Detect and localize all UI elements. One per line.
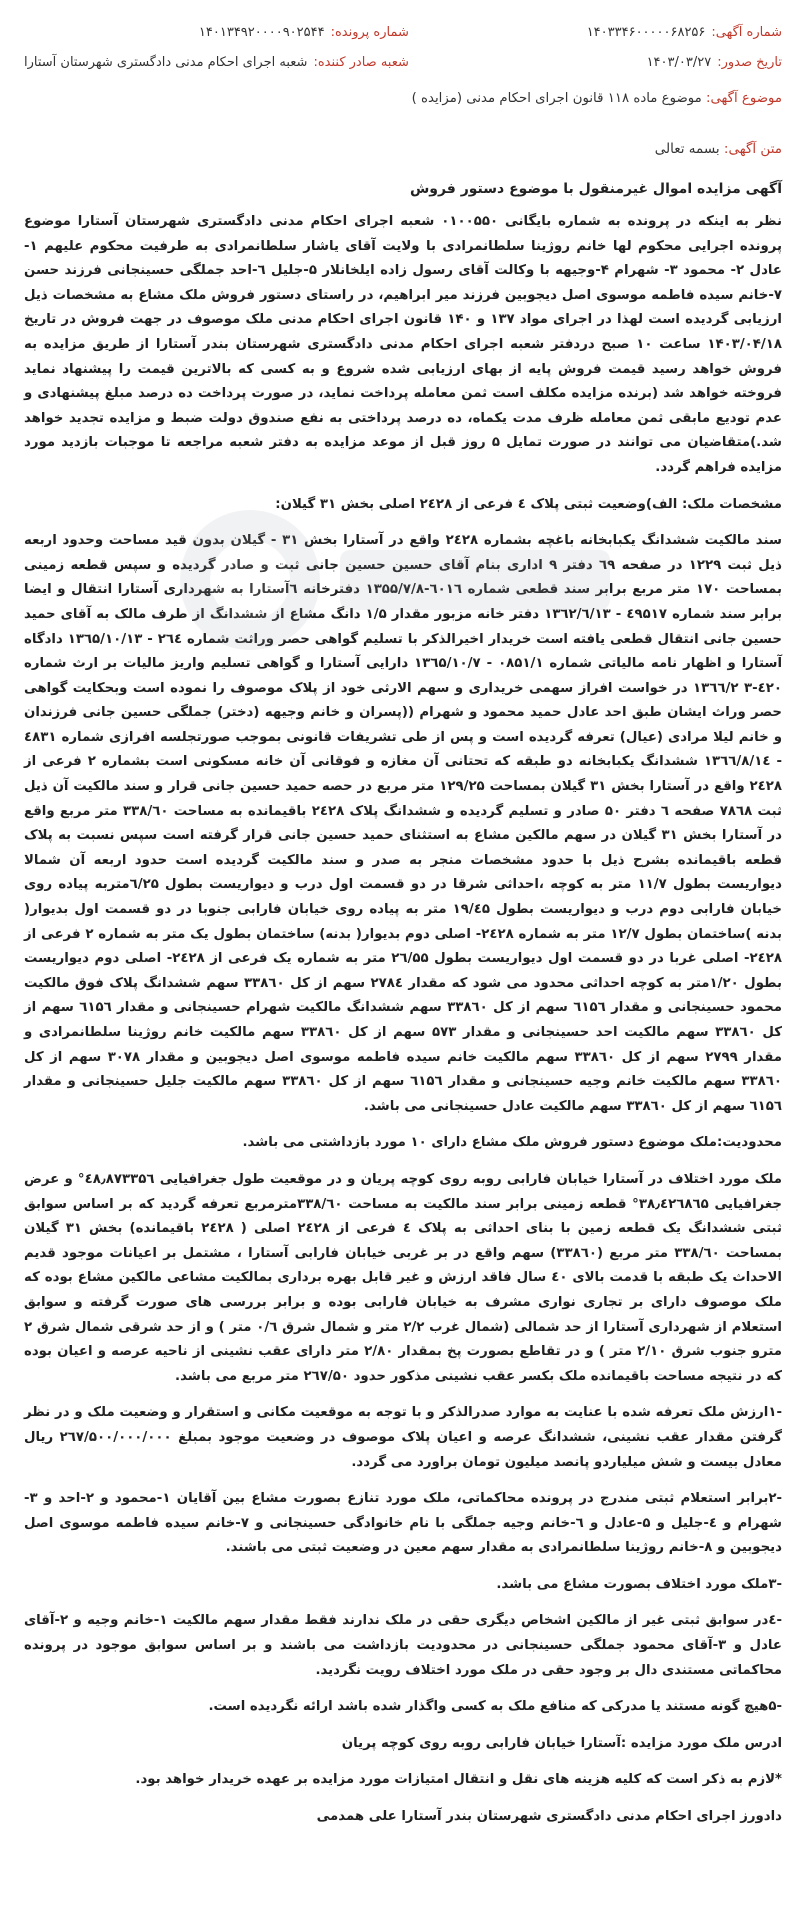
list-item: -٤در سوابق ثبتی غیر از مالکین اشخاص دیگری حقی در ملک ندارند فقط مقدار سهم مالکیت ۱-خانم وجیه و ۲-آقای عادل و ۳-آقای محمود جملگی حسینجانی در محدودیت بازداشت می باشند و بر اساس سوابق موجود در پرونده محاکماتی مستندی دال بر وجود حقی در ملک مورد اختلاف رویت نگردید. xyxy=(24,1613,782,1678)
subject-value: موضوع ماده ۱۱۸ قانون اجرای احکام مدنی (مزایده ) xyxy=(411,91,702,106)
subject-line xyxy=(24,88,782,110)
list-item: -۳ملک مورد اختلاف بصورت مشاع می باشد. xyxy=(496,1576,782,1592)
issue-date-label: تاریخ صدور: xyxy=(717,55,782,70)
list-item: دادورز اجرای احکام مدنی دادگستری شهرستان بندر آستارا علی همدمی xyxy=(316,1809,782,1825)
ad-number-label: شماره آگهی: xyxy=(711,25,782,40)
description-paragraph: ملک مورد اختلاف در آستارا خیابان فارابی روبه روی کوچه پریان و در موقعیت طول جغرافیایی ٤۸٫۸۷۳۳۵٦° و عرض جغرافیایی ۳۸٫٤۲٦۸٦۵° قطعه زمینی برابر سند مالکیت به مساحت ۳۳۸/٦۰مترمربع تعرفه گردید که بر اساس سوابق ثبتی ششدانگ یک قطعه زمین با بنای احداثی به پلاک ٤ فرعی از ۲٤۲۸ اصلی ( ۲٤۲۸ باقیمانده) بخش ۳۱ گیلان بمساحت ۳۳۸/٦۰ متر مربع (۳۳۸٦۰) سهم واقع در بر غربی خیابان فارابی آستارا ، مشتمل بر اعیانات موجود قدیم الاحداث یک طبقه با قدمت بالای ٤۰ سال فاقد ارزش و غیر قابل بهره برداری بمالکیت مشاعی مالکین مشاع بوده که ملک موصوف دارای بر تجاری نواری مشرف به خیابان فارابی بوده و برابر بررسی های صورت گرفته و سوابق استعلام از شهرداری آستارا از حد شمالی (شمال غرب ۲/۲ متر و شمال شرق ۰/٦ متر ) و از حد شرقی شمال شرق ۲ مترو جنوب شرق ۲/۱۰ متر ) و در تقاطع بصورت پخ بمقدار ۲/۸۰ متر دارای عقب نشینی از ناحیه عرصه و اعیان بوده که در نتیجه مساحت باقیمانده ملک بکسر عقب نشینی مذکور حدود ۲٦۷/۵۰ متر مربع می باشد. xyxy=(24,1171,782,1384)
header-left-column xyxy=(24,22,409,74)
header-meta xyxy=(24,22,782,74)
issuer-value: شعبه اجرای احکام مدنی دادگستری شهرستان آستارا xyxy=(24,55,308,70)
issuer-label: شعبه صادر کننده: xyxy=(313,55,409,70)
issue-date xyxy=(587,52,782,74)
list-item: ادرس ملک مورد مزایده :آستارا خیابان فارابی روبه روی کوچه پریان xyxy=(341,1735,782,1751)
case-number-value: ۱۴۰۱۳۴۹۲۰۰۰۰۹۰۲۵۴۴ xyxy=(198,25,325,40)
issuer xyxy=(24,52,409,74)
ad-number-value: ۱۴۰۳۳۴۶۰۰۰۰۰۶۸۲۵۶ xyxy=(586,25,706,40)
header-right-column xyxy=(587,22,782,74)
list-item: -۵هیچ گونه مستند یا مدرکی که منافع ملک به کسی واگذار شده باشد ارائه نگردیده است. xyxy=(208,1699,782,1715)
intro-paragraph: نظر به اینکه در پرونده به شماره بایگانی ۰۱۰۰۵۵۰ شعبه اجرای احکام مدنی دادگستری شهرستان آستارا موضوع پرونده اجرایی محکوم لها خانم روژینا سلطانمرادی با ولایت آقای یاشار سلطانمرادی به طرفیت محکوم علیهم ۱-عادل ۲- محمود ۳- شهرام ۴-وجیهه با وکالت آقای رسول زاده ایلخانلار ۵-جلیل ٦-احد جملگی حسینجانی فرزند حسن ۷-خانم سیده فاطمه موسوی اصل دیجوبین فرزند میر ابراهیم، در راستای دستور فروش ملک مشاع به مشخصات ذیل ارزیابی گردیده است لهذا در اجرای مواد ۱۳۷ و ۱۴۰ قانون اجرای احکام مدنی ملک موصوف در جهت فروش در تاریخ ۱۴۰۳/۰۴/۱۸ ساعت ۱۰ صبح دردفتر شعبه اجرای احکام مدنی دادگستری شهرستان بندر آستارا از طریق مزایده به فروش خواهد رسید قیمت فروش پایه از بهای ارزیابی شده شروع و به کسی که بالاترین قیمت را پیشنهاد نماید فروخته خواهد شد (برنده مزایده مکلف است ثمن معامله پرداخت نماید، در صورت پرداخت ده درصد مبلغ پیشنهادی و عدم تودیع مابقی ثمن معامله ظرف مدت یکماه، ده درصد پرداختی به نفع صندوق دولت ضبط و مزایده تجدید خواهد شد.)متقاضیان می توانند در صورت تمایل ۵ روز قبل از موعد مزایده به دفتر شعبه مراجعه تا موجبات بازدید مورد مزایده فراهم گردد. xyxy=(24,214,783,475)
spec-heading: مشخصات ملک: الف)وضعیت ثبتی پلاک ٤ فرعی از ۲٤۲۸ اصلی بخش ۳۱ گیلان: xyxy=(275,496,782,512)
case-number xyxy=(199,22,409,44)
ad-number xyxy=(587,22,782,44)
body-label-line xyxy=(24,138,782,160)
body-label: متن آگهی: xyxy=(723,141,782,157)
list-item: *لازم به ذکر است که کلیه هزینه های نقل و انتقال امتیازات مورد مزایده بر عهده خریدار خواهد بود. xyxy=(135,1772,782,1788)
issue-date-value: ۱۴۰۳/۰۳/۲۷ xyxy=(646,55,712,70)
notice-heading: آگهی مزایده اموال غیرمنقول با موضوع دستور فروش xyxy=(409,181,782,197)
body-value: بسمه تعالی xyxy=(654,141,720,157)
list-item: -۱ارزش ملک تعرفه شده با عنایت به موارد صدرالذکر و با توجه به موقعیت مکانی و استقرار و وضعیت ملک و در نظر گرفتن مقدار عقب نشینی، ششدانگ عرصه و اعیان پلاک موصوف در وضعیت موجود بمبلغ ۲٦۷/۵۰۰/۰۰۰/۰۰۰ ریال معادل بیست و شش میلیاردو پانصد میلیون تومان براورد می گردد. xyxy=(24,1405,782,1470)
registry-paragraph: سند مالکیت ششدانگ یکبابخانه باغچه بشماره ۲٤۲۸ واقع در آستارا بخش ۳۱ - گیلان بدون قید مساحت وحدود اربعه ذیل ثبت ۱۲۲۹ در صفحه ٦۹ دفتر ۹ اداری بنام آقای حسین حسین جانی ثبت و صادر گردیده و سپس قطعه زمینی بمساحت ۱۷۰ متر مربع برابر سند قطعی شماره ٦۰۱٦-۱۳۵۵/۷/۸ دفترخانه ٦آستارا به شهرداری آستارا انتقال و ایضا برابر سند شماره ٤۹۵۱۷ - ۱۳٦۲/٦/۱۳ دفتر خانه مزبور مقدار ۱/۵ دانگ مشاع از ششدانگ از طرف مالک به آقای حمید حسین جانی انتقال قطعی یافته است خریدار اخیرالذکر با تسلیم گواهی حصر وراثت شماره ۲٦٤ - ۱۳٦۵/۱۰/۱۳ دادگاه آستارا و اظهار نامه مالیاتی شماره ۰۸۵۱/۱ - ۱۳٦۵/۱۰/۷ دارایی آستارا و گواهی تسلیم واریز مالیات بر ارث شماره ٤۲۰-۳ ۱۳٦٦/۲ در خواست افراز سهمی خریداری و سهم الارثی خود از پلاک موصوف را نموده است وبحکایت گواهی حصر وراث ایشان طبق احد عادل حمید محمود و شهرام ((پسران و خانم وجیهه (دختر) جملگی حسین جانی فرزندان و خانم لیلا مرادی (عیال) تعرفه گردیده است و پس از طی تشریفات قانونی بموجب صورتجلسه افرازی شماره ٤۸۳۱ - ۱۳٦٦/۸/۱٤ ششدانگ یکبابخانه دو طبقه که تحتانی آن مغازه و فوقانی آن خانه مسکونی است بشماره ۲ فرعی از ۲٤۲۸ واقع در آستارا بخش ۳۱ گیلان بمساحت ۱۲۹/۲۵ متر مربع در حصه حمید حسین جانی قرار و سند مالکیت آن ذیل ثبت ۷۸٦۸ صفحه ٦ دفتر ۵۰ صادر و تسلیم گردیده و ششدانگ پلاک ۲٤۲۸ باقیمانده به مساحت ۳۳۸/٦۰ متر مربع واقع در آستارا بخش ۳۱ گیلان در سهم مالکین مشاع به استثنای حمید حسین جانی قرار گرفته است سپس نسبت به پلاک قطعه باقیمانده بشرح ذیل با حدود مشخصات منجر به صدر و سند مالکیت گردیده است حدود اربعه آن شمالا دیواریست بطول ۱۱/۷ متر به کوچه ،احداثی شرقا در دو قسمت اول درب و دیواریست بطول ٦/۲۵متربه پیاده روی خیابان فارابی دوم درب و دیواریست بطول ۱۹/٤۵ متر به پیاده روی خیابان فارابی جنوبا در دو قسمت اول بدیوار( بدنه )ساختمان بطول ۱۲/۷ متر به شماره ۲٤۲۸- اصلی دوم بدیوار( بدنه) ساختمان بطول یک متر به شماره ۲ فرعی از ۲٤۲۸- اصلی غربا در دو قسمت اول دیواریست بطول ۲٦/۵۵ متر به شماره یک فرعی از ۲٤۲۸- اصلی دوم دیواریست بطول ۱/۲۰متر به کوچه احداثی محدود می شود که مقدار ۲۷۸٤ سهم از کل ۳۳۸٦۰ سهم ششدانگ پلاک فوق مالکیت محمود حسینجانی و مقدار ٦۱۵٦ سهم از کل ۳۳۸٦۰ سهم ششدانگ مالکیت شهرام حسینجانی و مقدار ٦۱۵٦ سهم از کل ۳۳۸٦۰ سهم مالکیت احد حسینجانی و مقدار ۵۷۳ سهم از کل ۳۳۸٦۰ سهم مالکیت خانم روژینا سلطانمرادی و مقدار ۲۷۹۹ سهم از کل ۳۳۸٦۰ سهم مالکیت خانم سیده فاطمه موسوی اصل دیجوبین و مقدار ۳۰۷۸ سهم از کل ۳۳۸٦۰ سهم مالکیت خانم وجیه حسینجانی و مقدار ٦۱۵٦ سهم از کل ۳۳۸٦۰ سهم مالکیت جلیل حسینجانی و مقدار ٦۱۵٦ سهم از کل ۳۳۸٦۰ سهم مالکیت عادل حسینجانی می باشد. xyxy=(24,533,783,1114)
subject-label: موضوع آگهی: xyxy=(705,91,782,106)
list-item: -۲برابر استعلام ثبتی مندرج در پرونده محاکماتی، ملک مورد تنازع بصورت مشاع بین آقایان ۱-محمود و ۲-احد و ۳-شهرام و ٤-جلیل و ۵-عادل و ٦-خانم وجیه جملگی با نام خانوادگی حسینجانی و ۷-خانم سیده فاطمه موسوی اصل دیجوبین و ۸-خانم روژینا سلطانمرادی به مقدار سهم معین در وضعیت ثبتی می باشند. xyxy=(24,1491,783,1556)
restriction-paragraph: محدودیت:ملک موضوع دستور فروش ملک مشاع دارای ۱۰ مورد بازداشتی می باشد. xyxy=(242,1135,782,1151)
case-number-label: شماره پرونده: xyxy=(330,25,409,40)
